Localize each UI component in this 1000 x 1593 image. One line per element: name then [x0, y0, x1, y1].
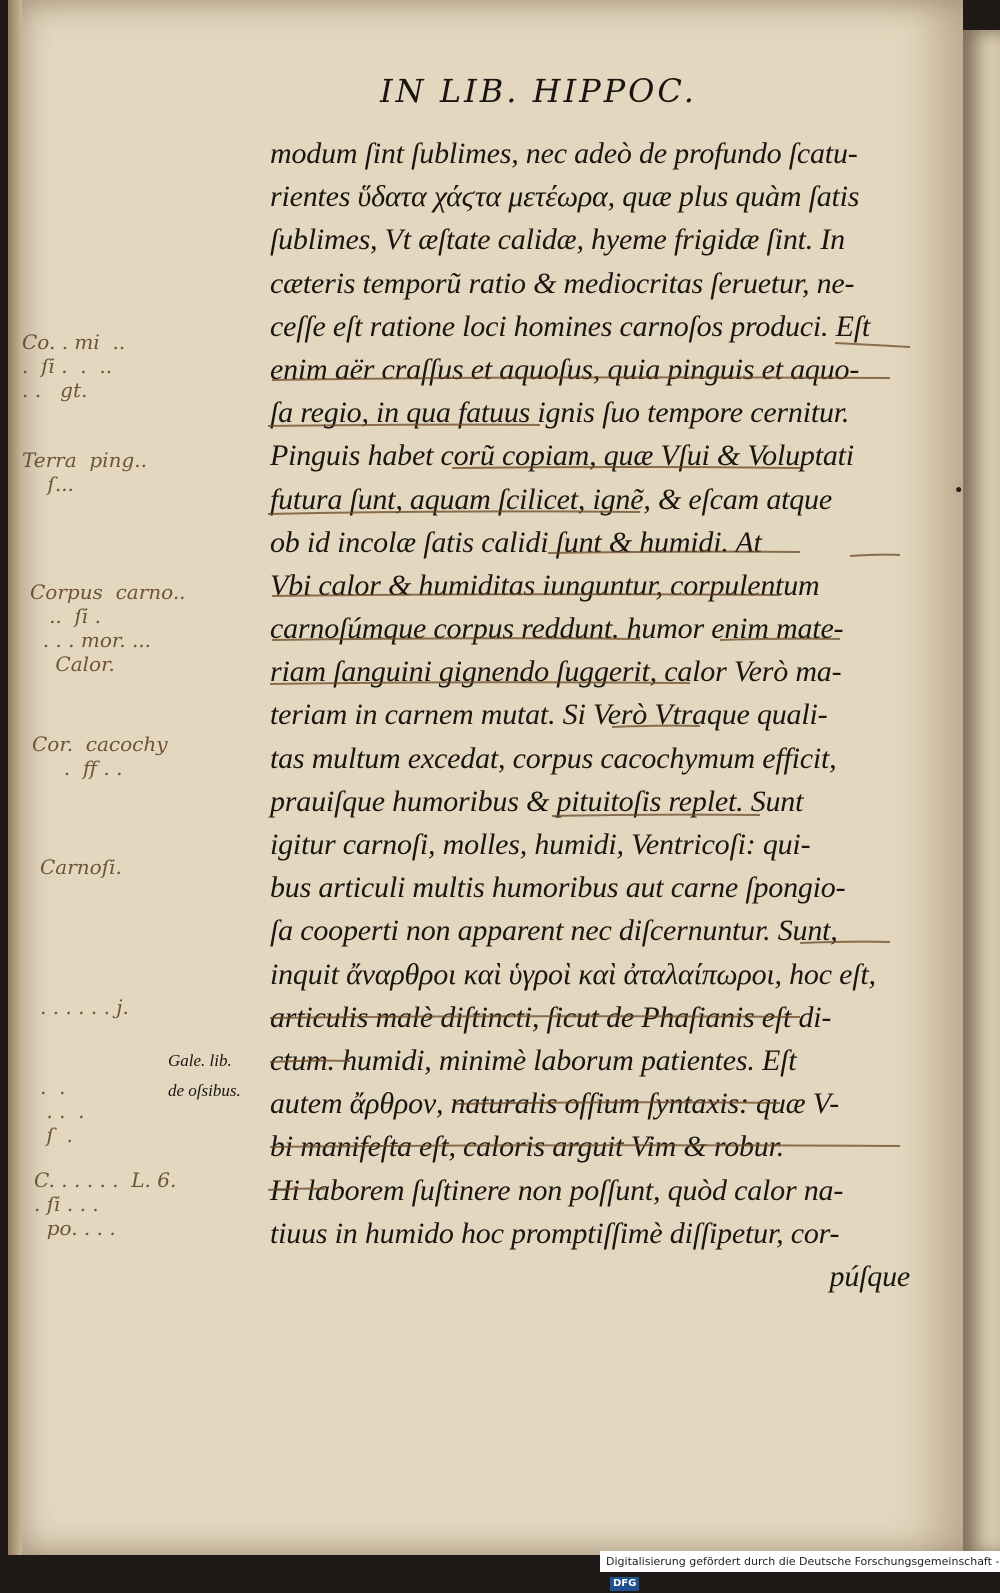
page-edge-mark: • — [953, 480, 964, 501]
text-line: rientes ὕδατα χάϛτα μετέωρα, quæ plus quàm ſatis — [270, 180, 860, 214]
text-line: Hi laborem ſuſtinere non poſſunt, quòd calor na- — [270, 1173, 844, 1207]
marginal-note: C. . . . . . L. 6. . ſi . . . po. . . . — [34, 1168, 177, 1240]
text-line: ceſſe eſt ratione loci homines carnoſos produci. Eſt — [270, 309, 871, 343]
text-line: articulis malè diſtincti, ſicut de Phaſianis eſt di- — [270, 1000, 832, 1034]
text-line: inquit ἄναρθροι καὶ ὑγροὶ καὶ ἀταλαίπωροι, hoc eſt, — [270, 957, 876, 991]
text-line: futura ſunt, aquam ſcilicet, ignẽ, & eſcam atque — [270, 482, 832, 516]
printed-side-reference: Gale. lib. de oſsibus. — [168, 1051, 241, 1100]
text-line: prauiſque humoribus & pituitoſis replet. Sunt — [270, 784, 804, 818]
footer-text: Digitalisierung gefördert durch die Deutsche Forschungsgemeinschaft - — [606, 1555, 1000, 1568]
text-line: ctum. humidi, minimè laborum patientes. Eſt — [270, 1043, 797, 1077]
marginal-note: . . . . . ſ . — [40, 1075, 85, 1147]
text-line: bi manifeſta eſt, caloris arguit Vim & robur. — [270, 1130, 785, 1164]
text-line: riam ſanguini gignendo ſuggerit, calor Verò ma- — [270, 655, 842, 689]
running-header: IN LIB. HIPPOC. — [380, 72, 697, 110]
page-gutter — [8, 0, 22, 1555]
text-line: Vbi calor & humiditas iunguntur, corpulentum — [270, 568, 820, 602]
text-line: bus articuli multis humoribus aut carne ſpongio- — [270, 871, 846, 905]
text-line: tas multum excedat, corpus cacochymum efficit, — [270, 741, 837, 775]
main-text — [270, 132, 910, 1298]
text-line: púſque — [829, 1259, 910, 1293]
text-line: ſa cooperti non apparent nec diſcernuntur. Sunt, — [270, 914, 838, 948]
marginal-note: Co. . mi .. . ſi . . .. . . gt. — [22, 330, 126, 402]
text-line: modum ſint ſublimes, nec adeò de profundo ſcatu- — [270, 137, 858, 170]
text-line: Pinguis habet corũ copiam, quæ Vſui & Voluptati — [270, 439, 854, 473]
text-line: cæteris temporũ ratio & mediocritas ſeruetur, ne- — [270, 266, 855, 300]
text-line: ob id incolæ ſatis calidi ſunt & humidi. At — [270, 525, 762, 559]
facing-page-edge — [963, 30, 1000, 1555]
text-line: ſa regio, in qua fatuus ignis ſuo tempore cernitur. — [270, 396, 850, 430]
text-line: igitur carnoſi, molles, humidi, Ventricoſi: qui- — [270, 828, 811, 861]
text-line: autem ἄρθρον, naturalis oſſium ſyntaxis: quæ V- — [270, 1087, 840, 1121]
marginal-note: Cor. cacochy . ff . . — [32, 732, 168, 780]
text-line: teriam in carnem mutat. Si Verò Vtraque quali- — [270, 698, 828, 732]
text-line: ſublimes, Vt æſtate calidæ, hyeme frigidæ ſint. In — [270, 223, 845, 257]
text-line: tiuus in humido hoc promptiſſimè diſſipetur, cor- — [270, 1216, 840, 1250]
dfg-logo: DFG — [610, 1577, 639, 1591]
digitization-footer — [600, 1551, 1000, 1589]
marginal-note: Corpus carno.. .. ſi . . . . mor. ... Calor. — [30, 580, 186, 676]
text-line: carnoſúmque corpus reddunt. humor enim mate- — [270, 612, 844, 646]
marginal-note: Terra ping.. ſ... — [22, 448, 147, 496]
text-line: enim aër craſſus et aquoſus, quia pinguis et aquo- — [270, 352, 860, 386]
marginal-note: Carnoſi. — [40, 855, 122, 879]
marginal-note: . . . . . . j. — [40, 995, 129, 1019]
